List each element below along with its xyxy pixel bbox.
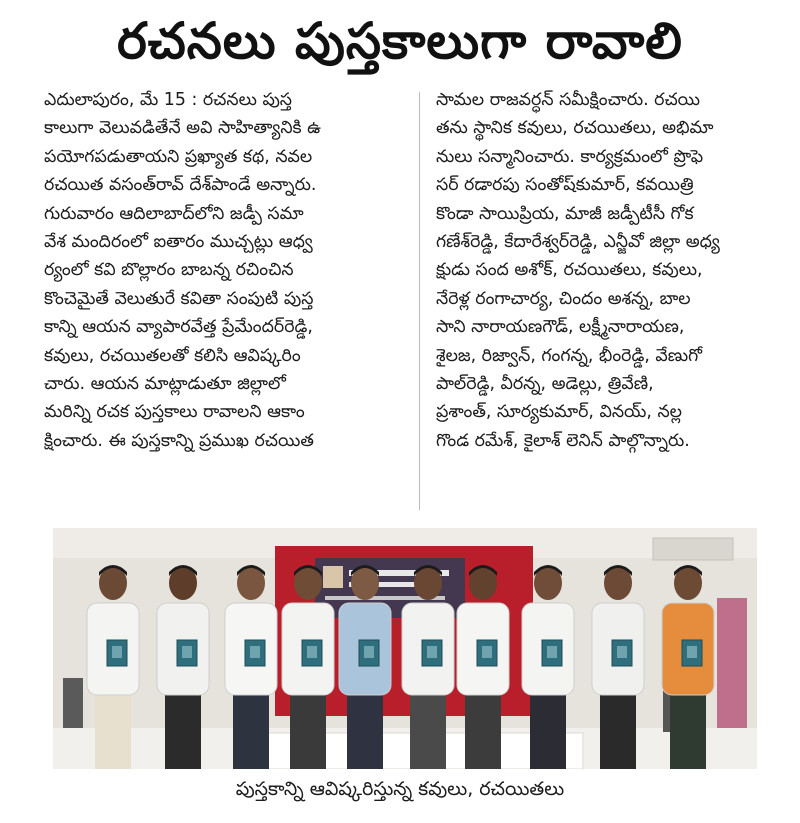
article-line: నేరెళ్ల రంగాచార్య, చిందం అశన్న, బాల [436, 288, 691, 309]
book-launch-photo [53, 528, 757, 769]
article-line: సాని నారాయణగౌడ్, లక్ష్మీనారాయణ, [436, 317, 685, 338]
article-line: వేశ మందిరంలో ఐతారం ముచ్చట్లు ఆధ్వ [44, 232, 313, 253]
article-line: క్షుడు సంద అశోక్, రచయితలు, కవులు, [436, 260, 703, 281]
article-line: పాల్‌రెడ్డి, వీరన్న, అడెల్లు, త్రివేణి, [436, 374, 654, 395]
article-line: గురువారం ఆదిలాబాద్‌లోని జడ్పీ సమా [44, 203, 304, 224]
article-line: క్షించారు. ఈ పుస్తకాన్ని ప్రముఖ రచయిత [44, 430, 314, 451]
article-line: మరిన్ని రచక పుస్తకాలు రావాలని ఆకాం [44, 402, 305, 423]
article-line: కొంచెమైతే వెలుతురే కవితా సంపుటి పుస్త [44, 288, 314, 309]
article-line: కాలుగా వెలువడితేనే అవి సాహిత్యానికి ఉ [44, 118, 322, 139]
article-line: సామల రాజవర్ధన్ సమీక్షించారు. రచయి [436, 90, 701, 110]
group-photo-image [53, 528, 757, 769]
article-column-left [44, 86, 406, 455]
article-line: గొండ రమేశ్, కైలాశ్ లెనిన్ పాల్గొన్నారు. [436, 430, 690, 451]
article-headline: రచనలు పుస్తకాలుగా రావాలి [117, 12, 683, 70]
article-line: శైలజ, రిజ్వాన్, గంగన్న, భీంరెడ్డి, వేణుగో [436, 345, 702, 366]
article-line: ప్రశాంత్, సూర్యకుమార్, వినయ్, నల్ల [436, 402, 682, 423]
column-divider [419, 92, 420, 510]
article-column-right [436, 86, 792, 455]
article-line: తను స్థానిక కవులు, రచయితలు, అభిమా [436, 118, 714, 139]
article-line: ఎదులాపురం, మే 15 : రచనలు పుస్త [44, 90, 293, 110]
article-line: గణేశ్‌రెడ్డి, కేదారేశ్వర్‌రెడ్డి, ఎన్జీవో జిల్లా అధ్య [436, 232, 720, 253]
article-line: రచయిత వసంత్‌రావ్ దేశ్‌పాండే అన్నారు. [44, 175, 317, 196]
article-line: పయోగపడుతాయని ప్రఖ్యాత కథ, నవల [44, 146, 313, 167]
article-line: కవులు, రచయితలతో కలిసి ఆవిష్కరిం [44, 345, 301, 366]
article-line: సర్ రడారపు సంతోష్‌కుమార్, కవయిత్రి [436, 175, 694, 196]
article-line: కొండా సాయిప్రియ, మాజీ జడ్పీటీసీ గోక [436, 203, 694, 224]
article-line: చారు. ఆయన మాట్లాడుతూ జిల్లాలో [44, 374, 286, 395]
article-line: నులు సన్మానించారు. కార్యక్రమంలో ప్రొఫె [436, 146, 704, 167]
article-line: ర్యంలో కవి బొల్లారం బాబన్న రచించిన [44, 260, 294, 281]
article-line: కాన్ని ఆయన వ్యాపారవేత్త ప్రేమేందర్‌రెడ్డి, [44, 317, 313, 338]
photo-caption: పుస్తకాన్ని ఆవిష్కరిస్తున్న కవులు, రచయితలు [235, 778, 565, 800]
